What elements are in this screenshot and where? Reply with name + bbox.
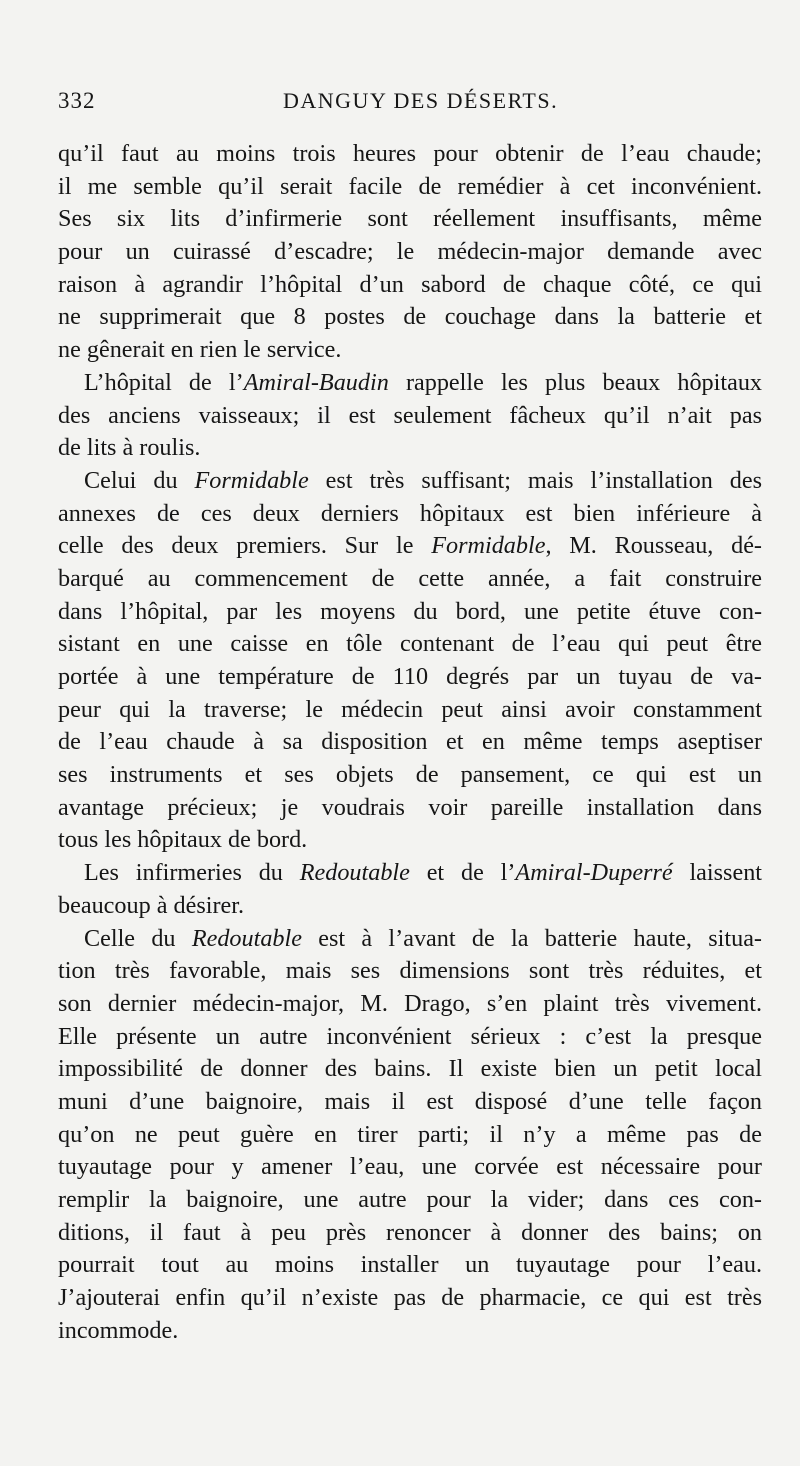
ship-name: Redoutable [191,924,302,952]
text-line: ne supprimerait que 8 postes de couchage dans la batterie et [58,303,762,331]
text-line [58,923,762,956]
text-line: de lits à roulis. [58,434,201,462]
text-line: des anciens vaisseaux; il est seulement fâcheux qu’il n’ait pas [58,401,762,429]
text-segment: est très suffisant; mais l’installation des [308,466,762,494]
text-segment: Les infirmeries du [84,859,300,887]
text-line: dans l’hôpital, par les moyens du bord, une petite étuve con- [58,597,762,625]
text-line: raison à agrandir l’hôpital d’un sabord de chaque côté, ce qui [58,270,762,298]
text-line: qu’on ne peut guère en tirer parti; il n’y a même pas de [58,1120,762,1148]
text-segment: Celui du [84,466,195,494]
text-segment: celle des deux premiers. Sur le [58,532,432,560]
text-line: son dernier médecin-major, M. Drago, s’en plaint très vivement. [58,989,762,1017]
text-line: Ses six lits d’infirmerie sont réellement insuffisants, même [58,205,762,233]
text-line: muni d’une baignoire, mais il est disposé d’une telle façon [58,1087,762,1115]
ship-name: Formidable [194,466,309,494]
text-line: de l’eau chaude à sa disposition et en même temps aseptiser [58,728,762,756]
text-line: impossibilité de donner des bains. Il existe bien un petit local [58,1055,762,1083]
ship-name: Redoutable [299,859,410,887]
text-line: remplir la baignoire, une autre pour la vider; dans ces con- [58,1186,762,1213]
ship-name: Amiral-Baudin [243,368,389,396]
text-line: incommode. [58,1316,179,1344]
ship-name: Formidable [431,532,546,560]
text-line: avantage précieux; je voudrais voir pareille installation dans [58,793,762,821]
text-line: J’ajouterai enfin qu’il n’existe pas de pharmacie, ce qui est très [58,1284,762,1312]
text-line: il me semble qu’il serait facile de remédier à cet inconvénient. [58,172,762,200]
body-text [58,138,762,1347]
text-line: sistant en une caisse en tôle contenant de l’eau qui peut être [58,630,762,658]
page-number: 332 [58,88,96,113]
text-line: beaucoup à désirer. [58,891,245,919]
text-line: pour un cuirassé d’escadre; le médecin-major demande avec [58,238,762,266]
text-line: portée à une température de 110 degrés par un tuyau de va- [58,663,762,690]
text-segment: Celle du [84,924,192,952]
text-line: ditions, il faut à peu près renoncer à donner des bains; on [58,1218,762,1246]
text-line: Elle présente un autre inconvénient sérieux : c’est la presque [58,1022,762,1050]
text-line: peur qui la traverse; le médecin peut ainsi avoir constamment [58,695,762,723]
text-line: annexes de ces deux derniers hôpitaux est bien inférieure à [58,499,762,527]
ship-name: Amiral-Duperré [515,859,673,887]
text-line: tuyautage pour y amener l’eau, une corvée est nécessaire pour [58,1153,762,1181]
text-segment: L’hôpital de l’ [84,368,244,396]
text-segment: et de l’ [409,859,516,887]
text-line: ses instruments et ses objets de pansement, ce qui est un [58,761,762,789]
text-line [58,857,762,890]
text-line: tous les hôpitaux de bord. [58,826,308,854]
running-head: DANGUY DES DÉSERTS. [283,88,559,113]
text-segment: rappelle les plus beaux hôpitaux [388,368,763,396]
text-line: barqué au commencement de cette année, a fait construire [58,564,762,592]
page-header [0,88,800,122]
text-line: qu’il faut au moins trois heures pour obtenir de l’eau chaude; [58,140,762,167]
text-line [58,367,762,400]
text-segment: , M. Rousseau, dé- [545,532,762,560]
text-line: tion très favorable, mais ses dimensions sont très réduites, et [58,957,762,985]
text-segment: laissent [672,859,763,887]
text-line: pourrait tout au moins installer un tuyautage pour l’eau. [58,1251,762,1279]
text-line [58,530,762,563]
text-segment: est à l’avant de la batterie haute, situa- [301,924,762,952]
text-line: ne gênerait en rien le service. [58,336,342,364]
text-line [58,465,762,498]
